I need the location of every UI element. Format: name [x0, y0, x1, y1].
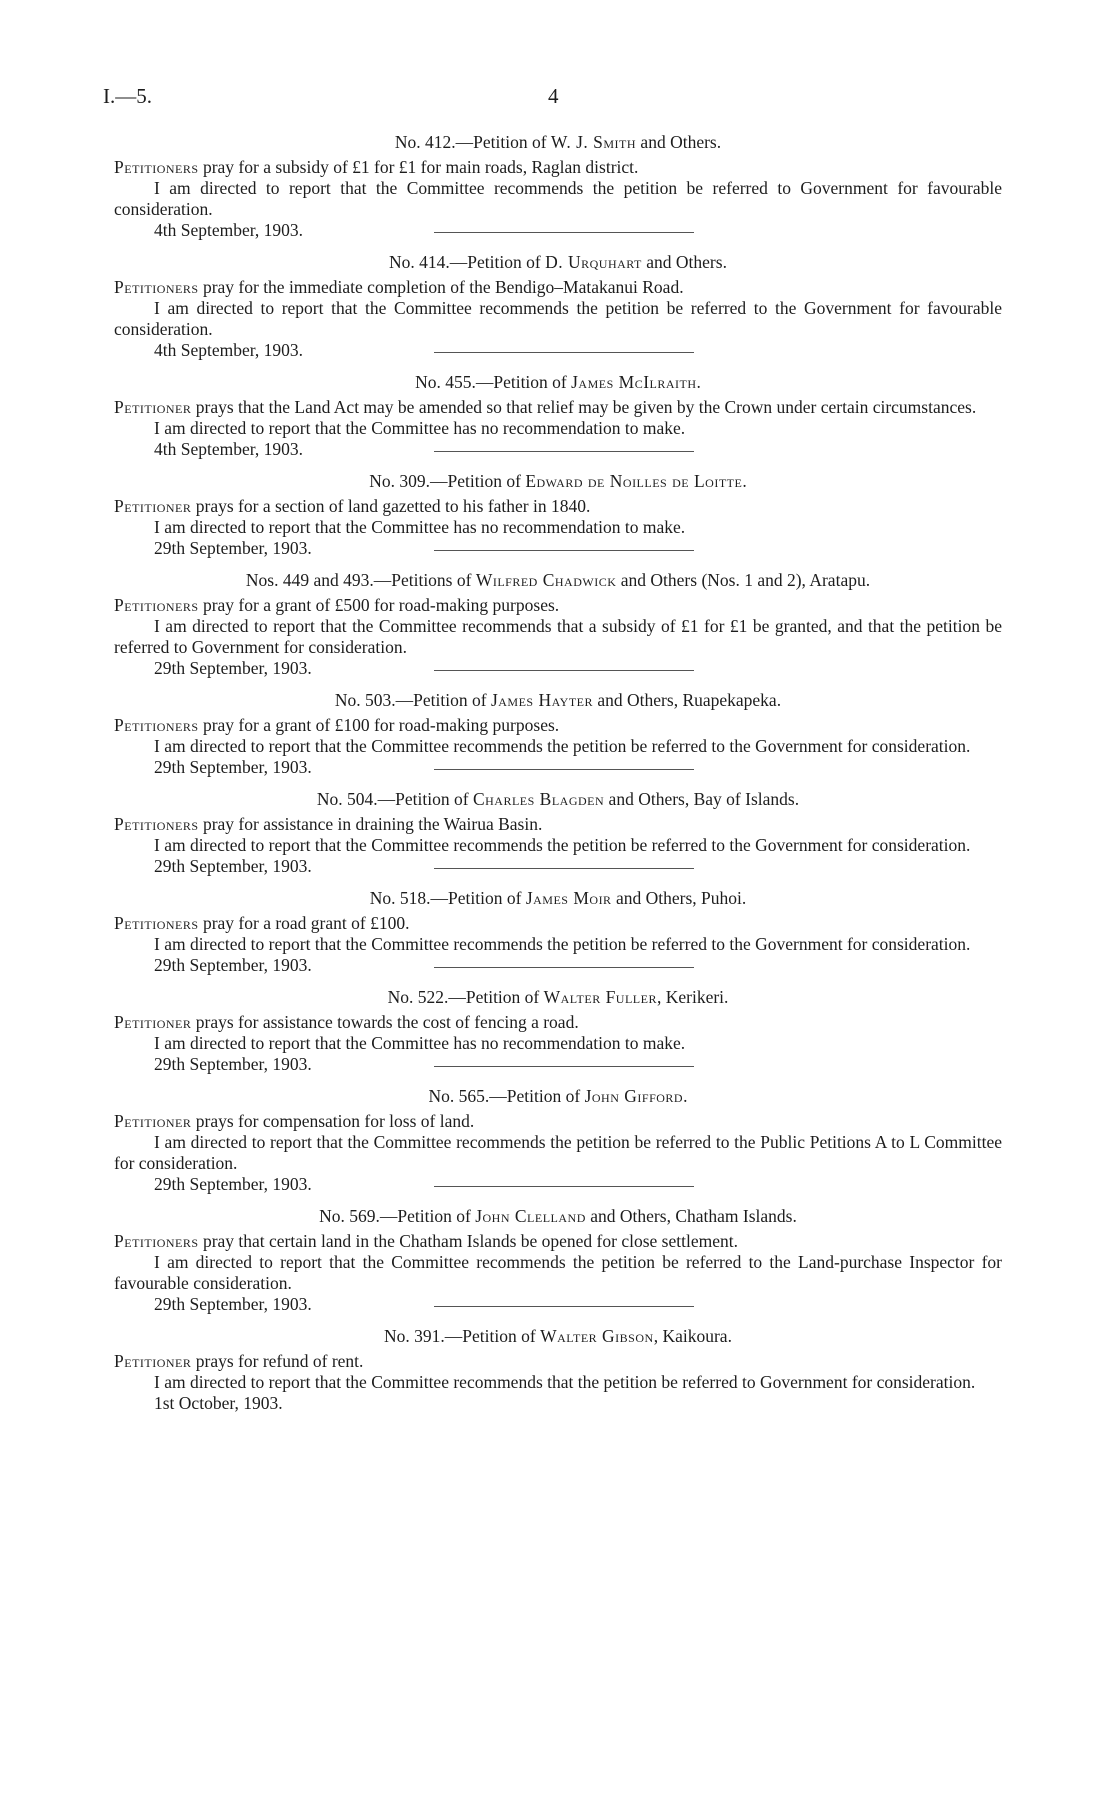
petitioner-opener: Petitioners [114, 913, 199, 933]
date-text: 29th September, 1903. [154, 538, 312, 558]
petitioner-name: Edward de Noilles de Loitte [525, 471, 743, 491]
petition-title [114, 252, 1002, 273]
petition-number: No. 412.—Petition of [394, 132, 547, 152]
petitioner-name: Wilfred Chadwick [475, 570, 617, 590]
petition-prayer [114, 397, 1002, 418]
separator-rule [434, 1306, 694, 1307]
petition-date [114, 1294, 1002, 1315]
separator-rule [434, 352, 694, 353]
committee-report: I am directed to report that the Committee has no recommendation to make. [154, 517, 686, 537]
petitioner-name: D. Urquhart [545, 252, 642, 272]
petition-date [114, 1054, 1002, 1075]
committee-report: I am directed to report that the Committee recommends the petition be referred to the Government for consideration. [154, 835, 971, 855]
petition-title-tail: , Kerikeri. [656, 987, 729, 1007]
paper-reference: I.—5. [103, 84, 152, 108]
page-header [0, 84, 1114, 116]
petition-title [114, 789, 1002, 810]
committee-report: I am directed to report that the Committee recommends the petition be referred to the Government for consideration. [154, 934, 971, 954]
separator-rule [434, 967, 694, 968]
petitions-list [114, 132, 1002, 1425]
date-text: 4th September, 1903. [154, 220, 303, 240]
petition-prayer [114, 1231, 1002, 1252]
petition-title-tail: , Kaikoura. [653, 1326, 732, 1346]
petition-title-tail: and Others, Bay of Islands. [604, 789, 800, 809]
petition-date [114, 658, 1002, 679]
separator-rule [434, 1186, 694, 1187]
committee-report: I am directed to report that the Committee recommends the petition be referred to Government for favourable consideration. [114, 178, 1002, 219]
petitioner-opener: Petitioners [114, 157, 199, 177]
prayer-text: pray that certain land in the Chatham Islands be opened for close settlement. [198, 1231, 738, 1251]
separator-rule [434, 451, 694, 452]
petition-title [114, 690, 1002, 711]
petition-entry [114, 1206, 1002, 1315]
petitioner-opener: Petitioners [114, 595, 199, 615]
prayer-text: prays for refund of rent. [191, 1351, 364, 1371]
prayer-text: pray for a subsidy of £1 for £1 for main roads, Raglan district. [198, 157, 639, 177]
separator-rule [434, 868, 694, 869]
petitioner-name: Charles Blagden [472, 789, 605, 809]
date-text: 29th September, 1903. [154, 658, 312, 678]
petition-entry [114, 252, 1002, 361]
petition-title-tail: . [683, 1086, 688, 1106]
date-text: 29th September, 1903. [154, 856, 312, 876]
petition-entry [114, 1086, 1002, 1195]
petition-title-tail: and Others (Nos. 1 and 2), Aratapu. [616, 570, 871, 590]
committee-report: I am directed to report that the Committee has no recommendation to make. [154, 418, 686, 438]
prayer-text: prays that the Land Act may be amended so that relief may be given by the Crown under certain circumstances. [191, 397, 977, 417]
petition-entry [114, 570, 1002, 679]
prayer-text: pray for a grant of £500 for road-making purposes. [198, 595, 560, 615]
date-text: 29th September, 1903. [154, 1294, 312, 1314]
petitioner-name: John Clelland [475, 1206, 586, 1226]
petitioner-opener: Petitioner [114, 1351, 192, 1371]
petition-prayer [114, 715, 1002, 736]
date-text: 29th September, 1903. [154, 757, 312, 777]
date-text: 4th September, 1903. [154, 340, 303, 360]
petition-entry [114, 789, 1002, 877]
petition-title [114, 471, 1002, 492]
date-text: 29th September, 1903. [154, 1174, 312, 1194]
petition-number: No. 391.—Petition of [384, 1326, 536, 1346]
committee-report: I am directed to report that the Committee recommends that a subsidy of £1 for £1 be granted, and that the petition be referred to Government for consideration. [114, 616, 1002, 657]
prayer-text: pray for a road grant of £100. [198, 913, 410, 933]
petition-prayer [114, 1012, 1002, 1033]
petitioner-opener: Petitioners [114, 814, 199, 834]
petition-number: No. 503.—Petition of [334, 690, 487, 710]
petition-entry [114, 1326, 1002, 1414]
petitioner-name: James Moir [525, 888, 612, 908]
petition-title-tail: and Others. [641, 252, 727, 272]
committee-report: I am directed to report that the Committee recommends the petition be referred to the Land-purchase Inspector for favourable consideration. [114, 1252, 1002, 1293]
page-number: 4 [548, 84, 559, 108]
petition-date [114, 1393, 1002, 1414]
petition-date [114, 340, 1002, 361]
prayer-text: pray for the immediate completion of the Bendigo–Matakanui Road. [198, 277, 684, 297]
separator-rule [434, 1066, 694, 1067]
petitioner-name: Walter Gibson [540, 1326, 654, 1346]
petitioner-name: John Gifford [584, 1086, 684, 1106]
petition-entry [114, 987, 1002, 1075]
petition-title-tail: and Others, Chatham Islands. [585, 1206, 797, 1226]
petition-prayer [114, 1111, 1002, 1132]
petition-title-tail: . [696, 372, 701, 392]
petition-number: No. 414.—Petition of [389, 252, 541, 272]
petition-title [114, 987, 1002, 1008]
petition-title [114, 1326, 1002, 1347]
petition-prayer [114, 814, 1002, 835]
petition-title-tail: and Others, Puhoi. [611, 888, 747, 908]
prayer-text: pray for assistance in draining the Wairua Basin. [198, 814, 543, 834]
committee-report: I am directed to report that the Committee recommends the petition be referred to the Public Petitions A to L Committee for consideration. [114, 1132, 1002, 1173]
committee-report: I am directed to report that the Committee recommends the petition be referred to the Government for consideration. [154, 736, 971, 756]
petition-title-tail: and Others. [636, 132, 722, 152]
petitioner-opener: Petitioner [114, 496, 192, 516]
committee-report: I am directed to report that the Committee has no recommendation to make. [154, 1033, 686, 1053]
petition-number: No. 518.—Petition of [369, 888, 522, 908]
petition-prayer [114, 157, 1002, 178]
petition-number: No. 565.—Petition of [428, 1086, 581, 1106]
petition-entry [114, 690, 1002, 778]
date-text: 29th September, 1903. [154, 1054, 312, 1074]
petition-title [114, 570, 1002, 591]
date-text: 1st October, 1903. [154, 1393, 283, 1413]
petition-title [114, 1206, 1002, 1227]
petitioner-opener: Petitioner [114, 397, 192, 417]
petition-entry [114, 888, 1002, 976]
petition-number: No. 309.—Petition of [369, 471, 521, 491]
petition-date [114, 757, 1002, 778]
separator-rule [434, 550, 694, 551]
committee-report: I am directed to report that the Committee recommends the petition be referred to the Government for favourable consideration. [114, 298, 1002, 339]
committee-report: I am directed to report that the Committee recommends that the petition be referred to Government for consideration. [154, 1372, 976, 1392]
petition-date [114, 955, 1002, 976]
petition-title-tail: and Others, Ruapekapeka. [593, 690, 782, 710]
petitioner-opener: Petitioners [114, 277, 199, 297]
petition-number: No. 569.—Petition of [319, 1206, 471, 1226]
prayer-text: prays for a section of land gazetted to his father in 1840. [191, 496, 591, 516]
petition-title [114, 132, 1002, 153]
petitioner-name: Walter Fuller [543, 987, 657, 1007]
petitioner-opener: Petitioners [114, 1231, 199, 1251]
petition-title [114, 1086, 1002, 1107]
petitioner-name: James Hayter [490, 690, 594, 710]
date-text: 4th September, 1903. [154, 439, 303, 459]
petition-date [114, 538, 1002, 559]
petition-entry [114, 132, 1002, 241]
prayer-text: prays for compensation for loss of land. [191, 1111, 475, 1131]
petition-entry [114, 372, 1002, 460]
prayer-text: prays for assistance towards the cost of fencing a road. [191, 1012, 579, 1032]
petition-number: No. 522.—Petition of [387, 987, 540, 1007]
petition-number: Nos. 449 and 493.—Petitions of [245, 570, 472, 590]
petition-title-tail: . [742, 471, 747, 491]
prayer-text: pray for a grant of £100 for road-making purposes. [198, 715, 560, 735]
petitioner-name: James McIlraith [571, 372, 697, 392]
petition-date [114, 1174, 1002, 1195]
petition-date [114, 439, 1002, 460]
petitioner-opener: Petitioners [114, 715, 199, 735]
petition-entry [114, 471, 1002, 559]
petition-title [114, 888, 1002, 909]
petition-prayer [114, 277, 1002, 298]
petition-number: No. 504.—Petition of [316, 789, 469, 809]
petition-title [114, 372, 1002, 393]
petitioner-opener: Petitioner [114, 1012, 192, 1032]
petition-prayer [114, 913, 1002, 934]
separator-rule [434, 769, 694, 770]
petition-number: No. 455.—Petition of [415, 372, 567, 392]
petition-prayer [114, 1351, 1002, 1372]
petition-prayer [114, 496, 1002, 517]
petition-date [114, 220, 1002, 241]
separator-rule [434, 670, 694, 671]
petitioner-name: W. J. Smith [550, 132, 637, 152]
petition-date [114, 856, 1002, 877]
date-text: 29th September, 1903. [154, 955, 312, 975]
petition-prayer [114, 595, 1002, 616]
petitioner-opener: Petitioner [114, 1111, 192, 1131]
separator-rule [434, 232, 694, 233]
